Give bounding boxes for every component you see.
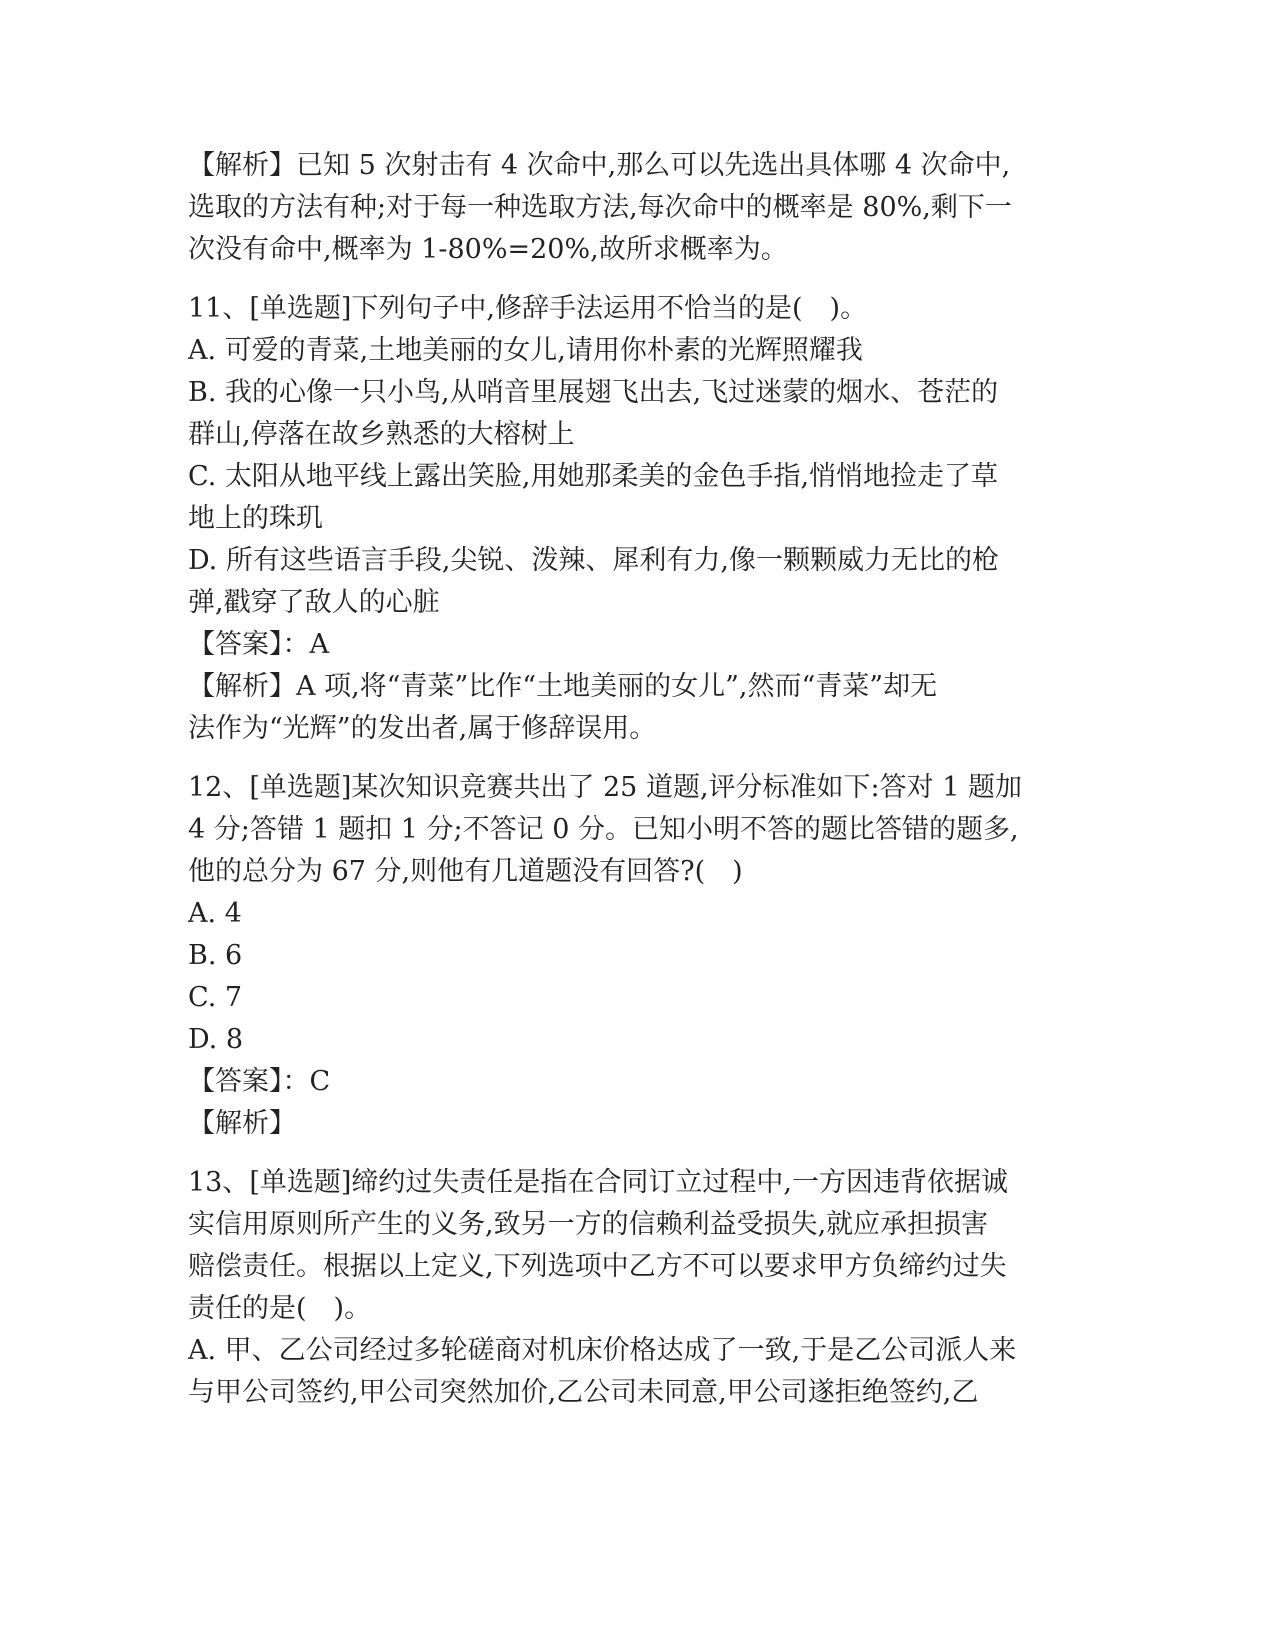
analysis-line: 次没有命中,概率为 1-80%=20%,故所求概率为。 xyxy=(188,234,788,265)
option-d-cont: 弹,戳穿了敌人的心脏 xyxy=(188,587,440,618)
question-stem: 12、[单选题]某次知识竞赛共出了 25 道题,评分标准如下:答对 1 题加 xyxy=(188,772,1022,803)
question-stem: 11、[单选题]下列句子中,修辞手法运用不恰当的是( )。 xyxy=(188,293,868,324)
question-stem-cont: 他的总分为 67 分,则他有几道题没有回答?( ) xyxy=(188,856,743,887)
option-d: D. 8 xyxy=(188,1024,244,1055)
option-c: C. 7 xyxy=(188,982,243,1013)
analysis-label: 【解析】 xyxy=(188,1108,296,1139)
question-stem-cont: 责任的是( )。 xyxy=(188,1293,372,1324)
option-a: A. 甲、乙公司经过多轮磋商对机床价格达成了一致,于是乙公司派人来 xyxy=(188,1335,1017,1366)
analysis-line: 法作为“光辉”的发出者,属于修辞误用。 xyxy=(188,713,657,744)
answer: 【答案】：A xyxy=(188,629,329,660)
analysis-line: 【解析】A 项,将“青菜”比作“土地美丽的女儿”,然而“青菜”却无 xyxy=(188,671,938,702)
question-13 xyxy=(188,1162,1088,1414)
option-c-cont: 地上的珠玑 xyxy=(188,503,323,534)
option-a: A. 可爱的青菜,土地美丽的女儿,请用你朴素的光辉照耀我 xyxy=(188,335,863,366)
option-b: B. 我的心像一只小鸟,从哨音里展翅飞出去,飞过迷蒙的烟水、苍茫的 xyxy=(188,377,999,408)
answer: 【答案】：C xyxy=(188,1066,331,1097)
analysis-line: 选取的方法有种;对于每一种选取方法,每次命中的概率是 80%,剩下一 xyxy=(188,192,1012,223)
question-12 xyxy=(188,767,1088,1145)
option-d: D. 所有这些语言手段,尖锐、泼辣、犀利有力,像一颗颗威力无比的枪 xyxy=(188,545,1000,576)
option-a-cont: 与甲公司签约,甲公司突然加价,乙公司未同意,甲公司遂拒绝签约,乙 xyxy=(188,1377,979,1408)
prev-question-analysis xyxy=(188,145,1088,271)
analysis-line: 【解析】已知 5 次射击有 4 次命中,那么可以先选出具体哪 4 次命中, xyxy=(188,150,1011,181)
option-c: C. 太阳从地平线上露出笑脸,用她那柔美的金色手指,悄悄地捡走了草 xyxy=(188,461,999,492)
question-stem: 13、[单选题]缔约过失责任是指在合同订立过程中,一方因违背依据诚 xyxy=(188,1167,1009,1198)
question-11 xyxy=(188,288,1088,750)
option-b: B. 6 xyxy=(188,940,243,971)
option-b-cont: 群山,停落在故乡熟悉的大榕树上 xyxy=(188,419,575,450)
question-stem-cont: 4 分;答错 1 题扣 1 分;不答记 0 分。已知小明不答的题比答错的题多, xyxy=(188,814,1019,845)
question-stem-cont: 实信用原则所产生的义务,致另一方的信赖利益受损失,就应承担损害 xyxy=(188,1209,989,1240)
page-content xyxy=(188,145,1088,1414)
question-stem-cont: 赔偿责任。根据以上定义,下列选项中乙方不可以要求甲方负缔约过失 xyxy=(188,1251,1007,1282)
option-a: A. 4 xyxy=(188,898,242,929)
